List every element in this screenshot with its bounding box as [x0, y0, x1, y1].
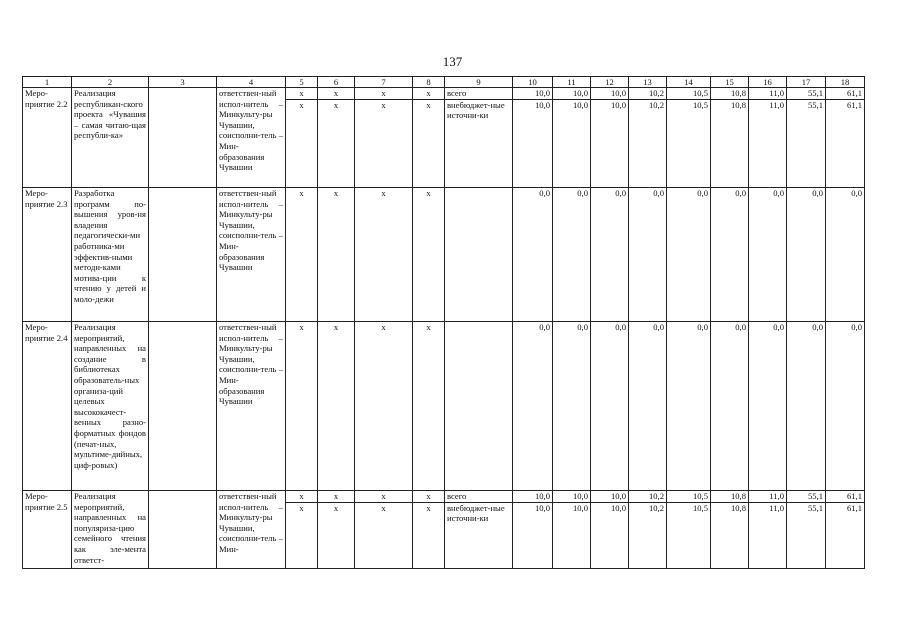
value-col12-line: 0,0 — [615, 188, 626, 198]
value-col10-line: 10,0 — [513, 502, 552, 514]
measure-title: Реализация мероприятий, направленных на популяриза-цию семейного чтения как эле-мента ответст- — [72, 491, 149, 569]
value-col16 — [749, 491, 787, 569]
value-col12-line: 10,0 — [591, 502, 628, 514]
marker-col5-line: х — [299, 88, 304, 98]
responsible-executor: ответствен-ный испол-нитель – Минкульту-ры Чувашии, соисполни-тель – Мин-образования Чувашии — [217, 322, 286, 491]
measure-number: Меро-приятие 2.5 — [23, 491, 72, 569]
value-col18-line: 61,1 — [826, 502, 864, 514]
marker-col7-line: х — [381, 88, 386, 98]
value-col15 — [711, 88, 749, 188]
marker-col6 — [318, 491, 355, 569]
value-col11-line: 10,0 — [553, 502, 590, 514]
value-col14-line: 10,5 — [692, 88, 708, 98]
value-col13-line: 10,2 — [648, 491, 664, 501]
value-col10-line: 10,0 — [513, 99, 552, 111]
value-col13 — [629, 88, 667, 188]
value-col16 — [749, 188, 787, 322]
marker-col8-line: х — [413, 502, 444, 514]
marker-col6 — [318, 188, 355, 322]
marker-col5-line: х — [299, 188, 304, 198]
responsible-executor: ответствен-ный испол-нитель – Минкульту-ры Чувашии, соисполни-тель – Мин-образования Чувашии — [217, 188, 286, 322]
page-number: 137 — [442, 54, 463, 69]
value-col12 — [591, 88, 629, 188]
marker-col5-line: х — [286, 502, 317, 514]
table-row — [23, 491, 865, 569]
header-cell: 16 — [749, 77, 787, 88]
value-col13-line: 10,2 — [629, 99, 666, 111]
header-cell: 17 — [787, 77, 826, 88]
value-col14-line: 10,5 — [667, 99, 710, 111]
marker-col7-line: х — [381, 491, 386, 501]
measure-title: Реализация республикан-ского проекта «Чувашия – самая читаю-щая республи-ка» — [72, 88, 149, 188]
value-col11-line: 0,0 — [577, 188, 588, 198]
value-col18-line: 61,1 — [846, 88, 862, 98]
value-col18-line: 61,1 — [826, 99, 864, 111]
marker-col6-line: х — [333, 322, 339, 332]
marker-col7 — [355, 88, 413, 188]
header-cell: 12 — [591, 77, 629, 88]
marker-col7-line: х — [355, 502, 412, 514]
value-col18 — [826, 491, 865, 569]
value-col12-line: 10,0 — [610, 491, 626, 501]
value-col17 — [787, 188, 826, 322]
marker-col5 — [286, 491, 318, 569]
header-cell: 15 — [711, 77, 749, 88]
header-row — [23, 77, 865, 88]
responsible-executor: ответствен-ный испол-нитель – Минкульту-ры Чувашии, соисполни-тель – Мин-образования Чувашии — [217, 88, 286, 188]
value-col13-line: 0,0 — [653, 322, 664, 332]
marker-col6 — [318, 88, 355, 188]
value-col13-line: 10,2 — [629, 502, 666, 514]
marker-col5 — [286, 88, 318, 188]
value-col14-line: 10,5 — [667, 502, 710, 514]
marker-col6-line: х — [318, 99, 354, 111]
value-col18 — [826, 88, 865, 188]
value-col15-line: 10,8 — [730, 88, 746, 98]
marker-col6-line: х — [333, 188, 339, 198]
value-col15-line: 10,8 — [711, 99, 748, 111]
empty-cell — [149, 322, 217, 491]
marker-col8-line: х — [426, 188, 431, 198]
header-cell: 6 — [318, 77, 355, 88]
value-col10-line: 10,0 — [534, 88, 550, 98]
value-col13 — [629, 491, 667, 569]
value-col11 — [553, 88, 591, 188]
marker-col5 — [286, 322, 318, 491]
value-col10 — [513, 188, 553, 322]
value-col14 — [667, 88, 711, 188]
value-col13 — [629, 322, 667, 491]
marker-col8 — [413, 188, 445, 322]
value-col11-line: 0,0 — [577, 322, 588, 332]
value-col12-line: 10,0 — [591, 99, 628, 111]
marker-col8 — [413, 88, 445, 188]
empty-cell — [149, 88, 217, 188]
header-cell: 18 — [826, 77, 865, 88]
value-col16-line: 11,0 — [769, 88, 784, 98]
measure-title: Разработка программ по-вышения уров-ня владения педагогически-ми работника-ми эффектив-ными методи-ками мотива-ции к чтению у детей и моло-дежи — [72, 188, 149, 322]
marker-col6-line: х — [333, 491, 339, 501]
value-col13 — [629, 188, 667, 322]
value-col15-line: 0,0 — [735, 322, 746, 332]
value-col10-line: 10,0 — [534, 491, 550, 501]
value-col12 — [591, 491, 629, 569]
value-col15-line: 0,0 — [735, 188, 746, 198]
funding-source-line: всего — [447, 88, 467, 98]
funding-source-line: внебюджет-ные источни-ки — [445, 99, 512, 121]
header-cell: 1 — [23, 77, 72, 88]
marker-col8-line: х — [426, 491, 431, 501]
marker-col5 — [286, 188, 318, 322]
value-col15-line: 10,8 — [730, 491, 746, 501]
funding-source — [445, 188, 513, 322]
responsible-executor: ответствен-ный испол-нитель – Минкульту-ры Чувашии, соисполни-тель – Мин- — [217, 491, 286, 569]
value-col14 — [667, 322, 711, 491]
value-col14-line: 0,0 — [697, 188, 708, 198]
value-col15-line: 10,8 — [711, 502, 748, 514]
value-col10 — [513, 88, 553, 188]
value-col17-line: 55,1 — [807, 88, 823, 98]
measure-number: Меро-приятие 2.4 — [23, 322, 72, 491]
header-cell: 3 — [149, 77, 217, 88]
marker-col7-line: х — [381, 322, 386, 332]
marker-col8 — [413, 322, 445, 491]
measure-number: Меро-приятие 2.3 — [23, 188, 72, 322]
value-col14-line: 0,0 — [697, 322, 708, 332]
marker-col5-line: х — [286, 99, 317, 111]
value-col10 — [513, 322, 553, 491]
funding-source-line: всего — [447, 491, 467, 501]
value-col14 — [667, 188, 711, 322]
header-cell: 8 — [413, 77, 445, 88]
marker-col7 — [355, 491, 413, 569]
value-col18 — [826, 188, 865, 322]
value-col16-line: 11,0 — [769, 491, 784, 501]
table-row — [23, 188, 865, 322]
value-col16 — [749, 88, 787, 188]
value-col12 — [591, 188, 629, 322]
value-col16-line: 0,0 — [773, 188, 784, 198]
header-cell: 10 — [513, 77, 553, 88]
marker-col7 — [355, 188, 413, 322]
value-col17-line: 55,1 — [787, 502, 825, 514]
value-col10 — [513, 491, 553, 569]
value-col17-line: 55,1 — [787, 99, 825, 111]
table-row — [23, 322, 865, 491]
value-col12-line: 10,0 — [610, 88, 626, 98]
value-col11 — [553, 322, 591, 491]
value-col15 — [711, 188, 749, 322]
value-col17 — [787, 322, 826, 491]
value-col11-line: 10,0 — [572, 88, 588, 98]
marker-col8 — [413, 491, 445, 569]
value-col15 — [711, 322, 749, 491]
value-col17-line: 0,0 — [812, 322, 823, 332]
value-col13-line: 10,2 — [648, 88, 664, 98]
value-col10-line: 0,0 — [539, 322, 550, 332]
marker-col6-line: х — [333, 88, 339, 98]
value-col16-line: 11,0 — [749, 99, 786, 111]
value-col16 — [749, 322, 787, 491]
marker-col7-line: х — [355, 99, 412, 111]
marker-col8-line: х — [426, 322, 431, 332]
measure-number: Меро-приятие 2.2 — [23, 88, 72, 188]
funding-source — [445, 88, 513, 188]
marker-col5-line: х — [299, 491, 304, 501]
marker-col6 — [318, 322, 355, 491]
value-col12-line: 0,0 — [615, 322, 626, 332]
value-col16-line: 0,0 — [773, 322, 784, 332]
empty-cell — [149, 188, 217, 322]
value-col18 — [826, 322, 865, 491]
value-col16-line: 11,0 — [749, 502, 786, 514]
header-cell: 2 — [72, 77, 149, 88]
value-col18-line: 61,1 — [846, 491, 862, 501]
marker-col7-line: х — [381, 188, 386, 198]
header-cell: 4 — [217, 77, 286, 88]
value-col11-line: 10,0 — [553, 99, 590, 111]
funding-source — [445, 491, 513, 569]
value-col17-line: 0,0 — [812, 188, 823, 198]
value-col17 — [787, 491, 826, 569]
value-col11 — [553, 188, 591, 322]
table-row — [23, 88, 865, 188]
value-col17-line: 55,1 — [807, 491, 823, 501]
value-col18-line: 0,0 — [851, 322, 862, 332]
value-col17 — [787, 88, 826, 188]
value-col13-line: 0,0 — [653, 188, 664, 198]
program-table — [22, 76, 865, 569]
header-cell: 9 — [445, 77, 513, 88]
header-cell: 5 — [286, 77, 318, 88]
header-cell: 11 — [553, 77, 591, 88]
value-col18-line: 0,0 — [851, 188, 862, 198]
measure-title: Реализация мероприятий, направленных на создание в библиотеках образователь-ных организа-ций целевых высококачест-венных разно-форматных фондов (печат-ных, мультиме-дийных, циф-ровых) — [72, 322, 149, 491]
empty-cell — [149, 491, 217, 569]
value-col11-line: 10,0 — [572, 491, 588, 501]
value-col14 — [667, 491, 711, 569]
header-cell: 14 — [667, 77, 711, 88]
funding-source-line: внебюджет-ные источни-ки — [445, 502, 512, 524]
value-col12 — [591, 322, 629, 491]
marker-col5-line: х — [299, 322, 304, 332]
marker-col8-line: х — [426, 88, 431, 98]
marker-col6-line: х — [318, 502, 354, 514]
value-col14-line: 10,5 — [692, 491, 708, 501]
value-col11 — [553, 491, 591, 569]
marker-col7 — [355, 322, 413, 491]
value-col10-line: 0,0 — [539, 188, 550, 198]
header-cell: 13 — [629, 77, 667, 88]
value-col15 — [711, 491, 749, 569]
marker-col8-line: х — [413, 99, 444, 111]
funding-source — [445, 322, 513, 491]
header-cell: 7 — [355, 77, 413, 88]
